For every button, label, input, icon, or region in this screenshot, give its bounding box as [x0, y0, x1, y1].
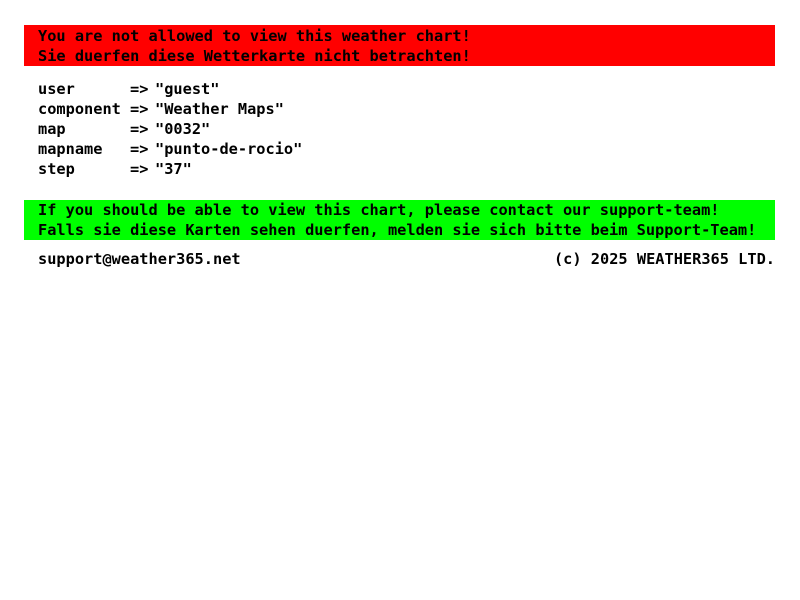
detail-row-map	[38, 119, 302, 139]
request-details	[38, 79, 302, 179]
error-banner-line-english: You are not allowed to view this weather chart!	[38, 27, 471, 45]
detail-value-map: "0032"	[155, 120, 211, 138]
footer	[38, 249, 775, 269]
info-banner-line-english: If you should be able to view this chart, please contact our support-team!	[38, 201, 720, 219]
detail-row-step	[38, 159, 302, 179]
detail-arrow: =>	[130, 140, 149, 158]
detail-value-step: "37"	[155, 160, 192, 178]
detail-value-component: "Weather Maps"	[155, 100, 284, 118]
detail-arrow: =>	[130, 160, 149, 178]
detail-row-user	[38, 79, 302, 99]
detail-arrow: =>	[130, 100, 149, 118]
error-banner	[24, 25, 775, 66]
error-banner-line-german: Sie duerfen diese Wetterkarte nicht betrachten!	[38, 47, 471, 65]
detail-arrow: =>	[130, 120, 149, 138]
detail-row-component	[38, 99, 302, 119]
detail-key-map: map	[38, 120, 66, 138]
detail-row-mapname	[38, 139, 302, 159]
detail-key-mapname: mapname	[38, 140, 103, 158]
detail-key-user: user	[38, 80, 75, 98]
copyright-notice: (c) 2025 WEATHER365 LTD.	[553, 250, 775, 268]
info-banner-line-german: Falls sie diese Karten sehen duerfen, melden sie sich bitte beim Support-Team!	[38, 221, 757, 239]
detail-key-component: component	[38, 100, 121, 118]
detail-value-mapname: "punto-de-rocio"	[155, 140, 303, 158]
detail-arrow: =>	[130, 80, 149, 98]
detail-key-step: step	[38, 160, 75, 178]
info-banner	[24, 200, 775, 240]
detail-value-user: "guest"	[155, 80, 220, 98]
support-email: support@weather365.net	[38, 250, 241, 268]
